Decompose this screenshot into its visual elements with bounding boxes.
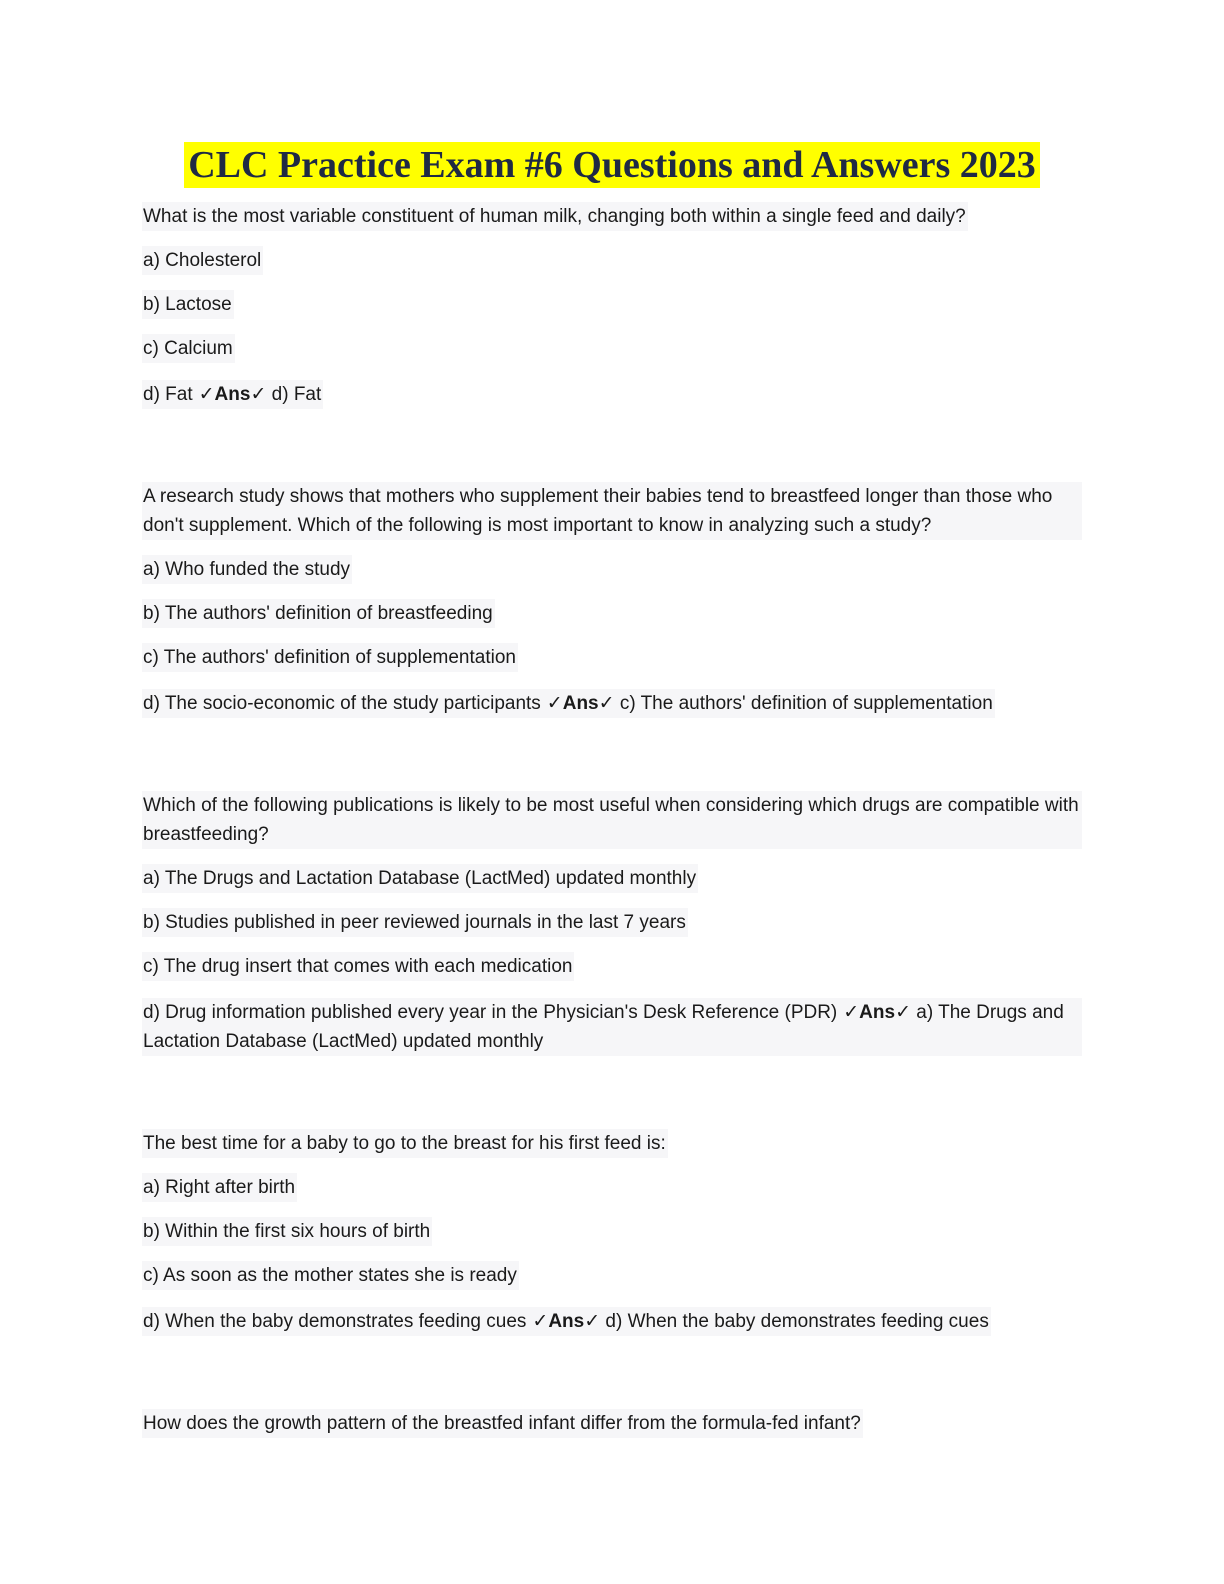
answer-line xyxy=(142,380,323,409)
correct-answer: d) Fat xyxy=(271,384,322,405)
option-d: d) When the baby demonstrates feeding cues xyxy=(143,1311,527,1332)
option-c: c) Calcium xyxy=(142,334,235,363)
option-b: b) Within the first six hours of birth xyxy=(142,1217,432,1246)
option-b: b) Studies published in peer reviewed journals in the last 7 years xyxy=(142,908,688,937)
option-b: b) The authors' definition of breastfeeding xyxy=(142,599,495,628)
option-a: a) Who funded the study xyxy=(142,555,352,584)
correct-answer: a) The Drugs and Lactation Database (LactMed) updated monthly xyxy=(143,1002,1064,1052)
option-d: d) Fat xyxy=(143,384,193,405)
answer-marker: ✓Ans✓ xyxy=(198,384,267,405)
option-a: a) Cholesterol xyxy=(142,246,263,275)
option-a: a) The Drugs and Lactation Database (LactMed) updated monthly xyxy=(142,864,698,893)
answer-marker: ✓Ans✓ xyxy=(843,1002,911,1023)
title-container xyxy=(0,142,1224,188)
answer-marker: ✓Ans✓ xyxy=(532,1311,601,1332)
correct-answer: c) The authors' definition of supplementation xyxy=(619,693,993,714)
question-block xyxy=(142,482,1082,718)
answer-marker: ✓Ans✓ xyxy=(546,693,615,714)
option-c: c) The drug insert that comes with each medication xyxy=(142,952,574,981)
question-text: A research study shows that mothers who supplement their babies tend to breastfeed longer than those who don't supplement. Which of the following is most important to know in analyzing such a study? xyxy=(142,482,1082,540)
question-list xyxy=(142,202,1082,1511)
answer-line xyxy=(142,998,1082,1056)
question-text: How does the growth pattern of the breastfed infant differ from the formula-fed infant? xyxy=(142,1409,863,1438)
question-text: Which of the following publications is likely to be most useful when considering which drugs are compatible with breastfeeding? xyxy=(142,791,1082,849)
option-d: d) The socio-economic of the study participants xyxy=(143,693,541,714)
correct-answer: d) When the baby demonstrates feeding cues xyxy=(605,1311,989,1332)
option-c: c) The authors' definition of supplementation xyxy=(142,643,518,672)
question-block xyxy=(142,791,1082,1056)
option-a: a) Right after birth xyxy=(142,1173,297,1202)
question-block xyxy=(142,1129,1082,1336)
option-d: d) Drug information published every year in the Physician's Desk Reference (PDR) xyxy=(143,1002,838,1023)
option-b: b) Lactose xyxy=(142,290,234,319)
question-block xyxy=(142,202,1082,409)
document-title: CLC Practice Exam #6 Questions and Answers 2023 xyxy=(184,142,1040,188)
answer-line xyxy=(142,1307,991,1336)
question-block xyxy=(142,1409,1082,1438)
option-c: c) As soon as the mother states she is ready xyxy=(142,1261,519,1290)
question-text: What is the most variable constituent of human milk, changing both within a single feed and daily? xyxy=(142,202,968,231)
question-text: The best time for a baby to go to the breast for his first feed is: xyxy=(142,1129,668,1158)
answer-line xyxy=(142,689,995,718)
